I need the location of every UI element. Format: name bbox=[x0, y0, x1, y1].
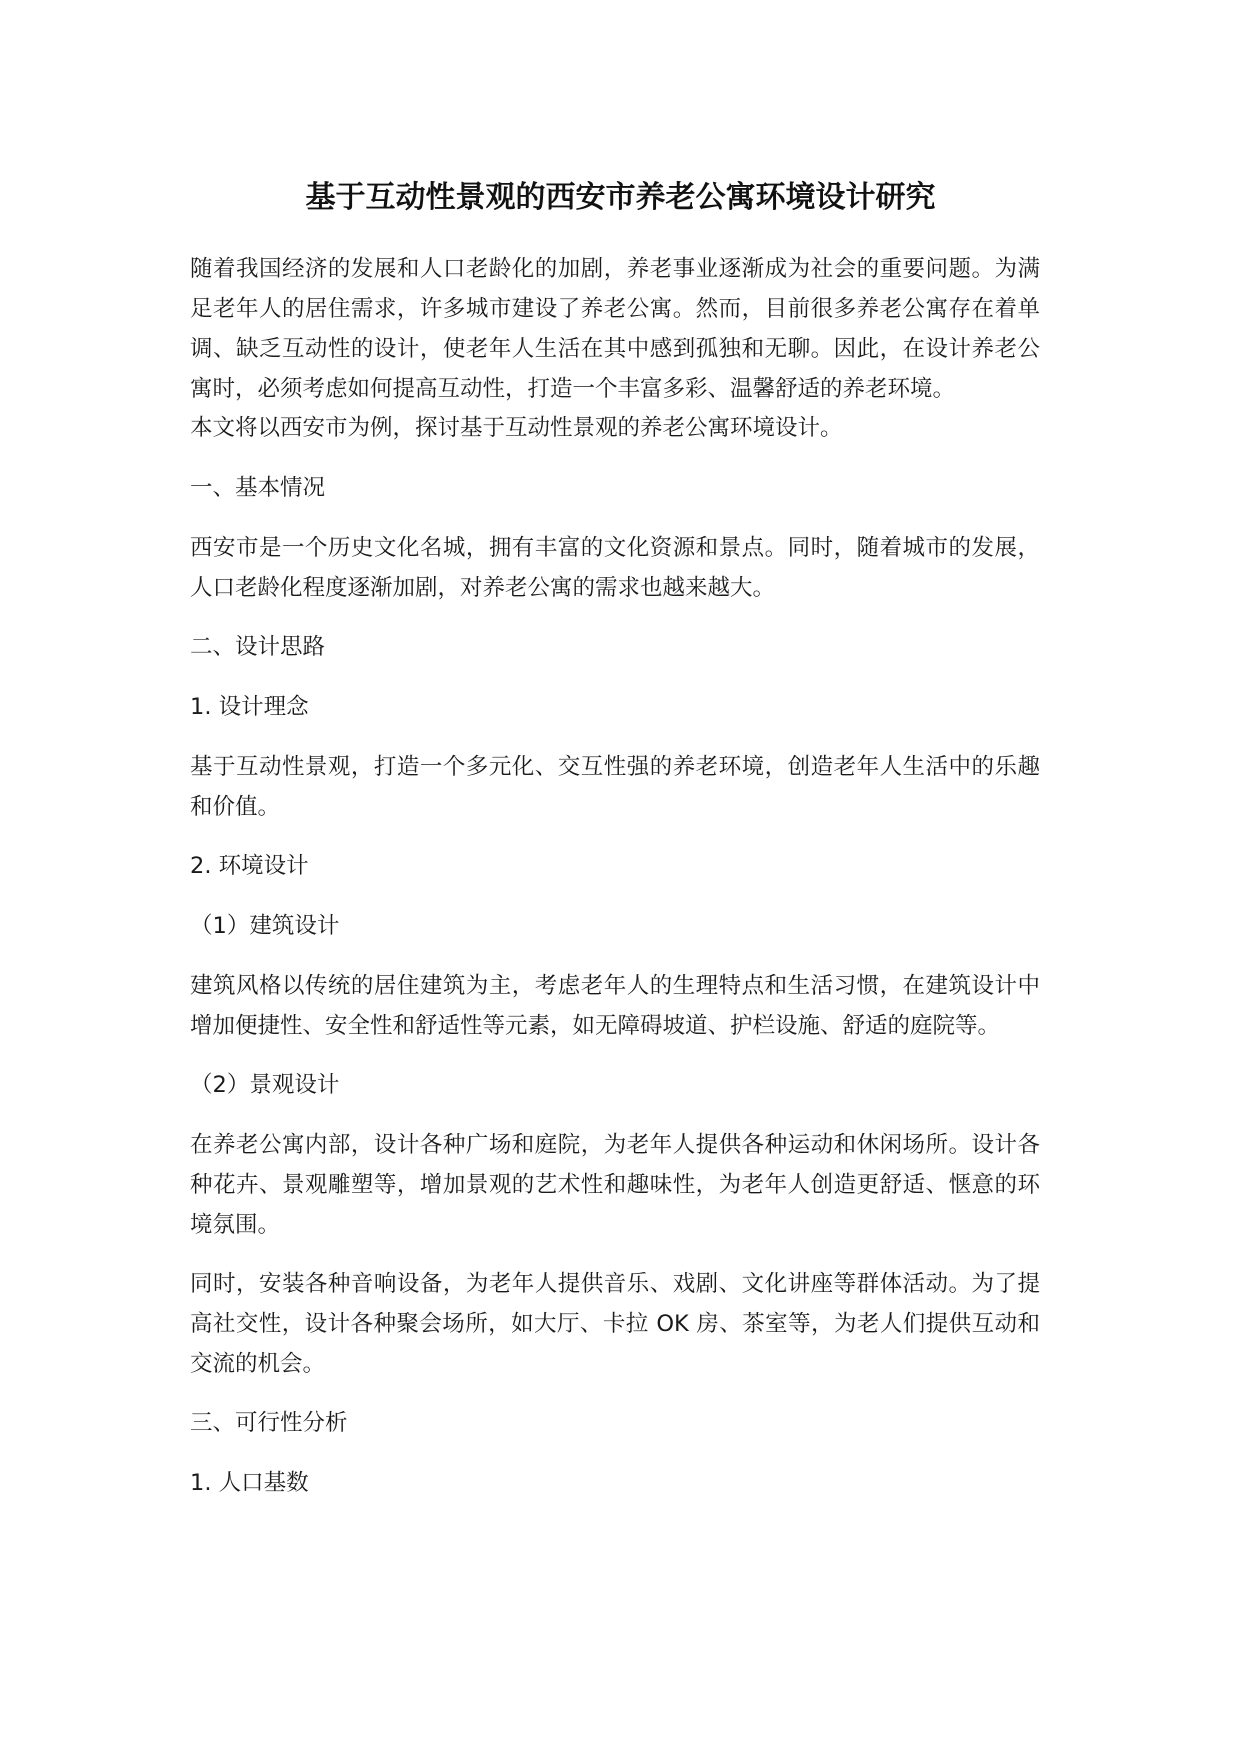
subheading-landscape-design: （2）景观设计 bbox=[190, 1072, 340, 1098]
subheading-population-base: 1. 人口基数 bbox=[190, 1470, 309, 1496]
section-heading-basic-situation: 一、基本情况 bbox=[190, 475, 326, 501]
scope-paragraph: 本文将以西安市为例，探讨基于互动性景观的养老公寓环境设计。 bbox=[190, 415, 843, 441]
architecture-design-paragraph: 建筑风格以传统的居住建筑为主，考虑老年人的生理特点和生活习惯，在建筑设计中增加便捷性、安全性和舒适性等元素，如无障碍坡道、护栏设施、舒适的庭院等。 bbox=[190, 973, 1040, 1039]
basic-situation-paragraph: 西安市是一个历史文化名城，拥有丰富的文化资源和景点。同时，随着城市的发展，人口老龄化程度逐渐加剧，对养老公寓的需求也越来越大。 bbox=[190, 535, 1040, 601]
section-heading-design-ideas: 二、设计思路 bbox=[190, 634, 326, 660]
intro-paragraph: 随着我国经济的发展和人口老龄化的加剧，养老事业逐渐成为社会的重要问题。为满足老年人的居住需求，许多城市建设了养老公寓。然而，目前很多养老公寓存在着单调、缺乏互动性的设计，使老年人生活在其中感到孤独和无聊。因此，在设计养老公寓时，必须考虑如何提高互动性，打造一个丰富多彩、温馨舒适的养老环境。 bbox=[190, 256, 1040, 402]
subheading-environment-design: 2. 环境设计 bbox=[190, 853, 309, 879]
landscape-design-paragraph: 在养老公寓内部，设计各种广场和庭院，为老年人提供各种运动和休闲场所。设计各种花卉、景观雕塑等，增加景观的艺术性和趣味性，为老年人创造更舒适、惬意的环境氛围。 bbox=[190, 1132, 1040, 1238]
subheading-architecture-design: （1）建筑设计 bbox=[190, 913, 340, 939]
section-heading-feasibility: 三、可行性分析 bbox=[190, 1410, 348, 1436]
document-title: 基于互动性景观的西安市养老公寓环境设计研究 bbox=[305, 180, 936, 215]
design-concept-paragraph: 基于互动性景观，打造一个多元化、交互性强的养老环境，创造老年人生活中的乐趣和价值。 bbox=[190, 754, 1040, 820]
social-facilities-paragraph: 同时，安装各种音响设备，为老年人提供音乐、戏剧、文化讲座等群体活动。为了提高社交性，设计各种聚会场所，如大厅、卡拉 OK 房、茶室等，为老人们提供互动和交流的机会。 bbox=[190, 1271, 1040, 1377]
subheading-design-concept: 1. 设计理念 bbox=[190, 694, 309, 720]
